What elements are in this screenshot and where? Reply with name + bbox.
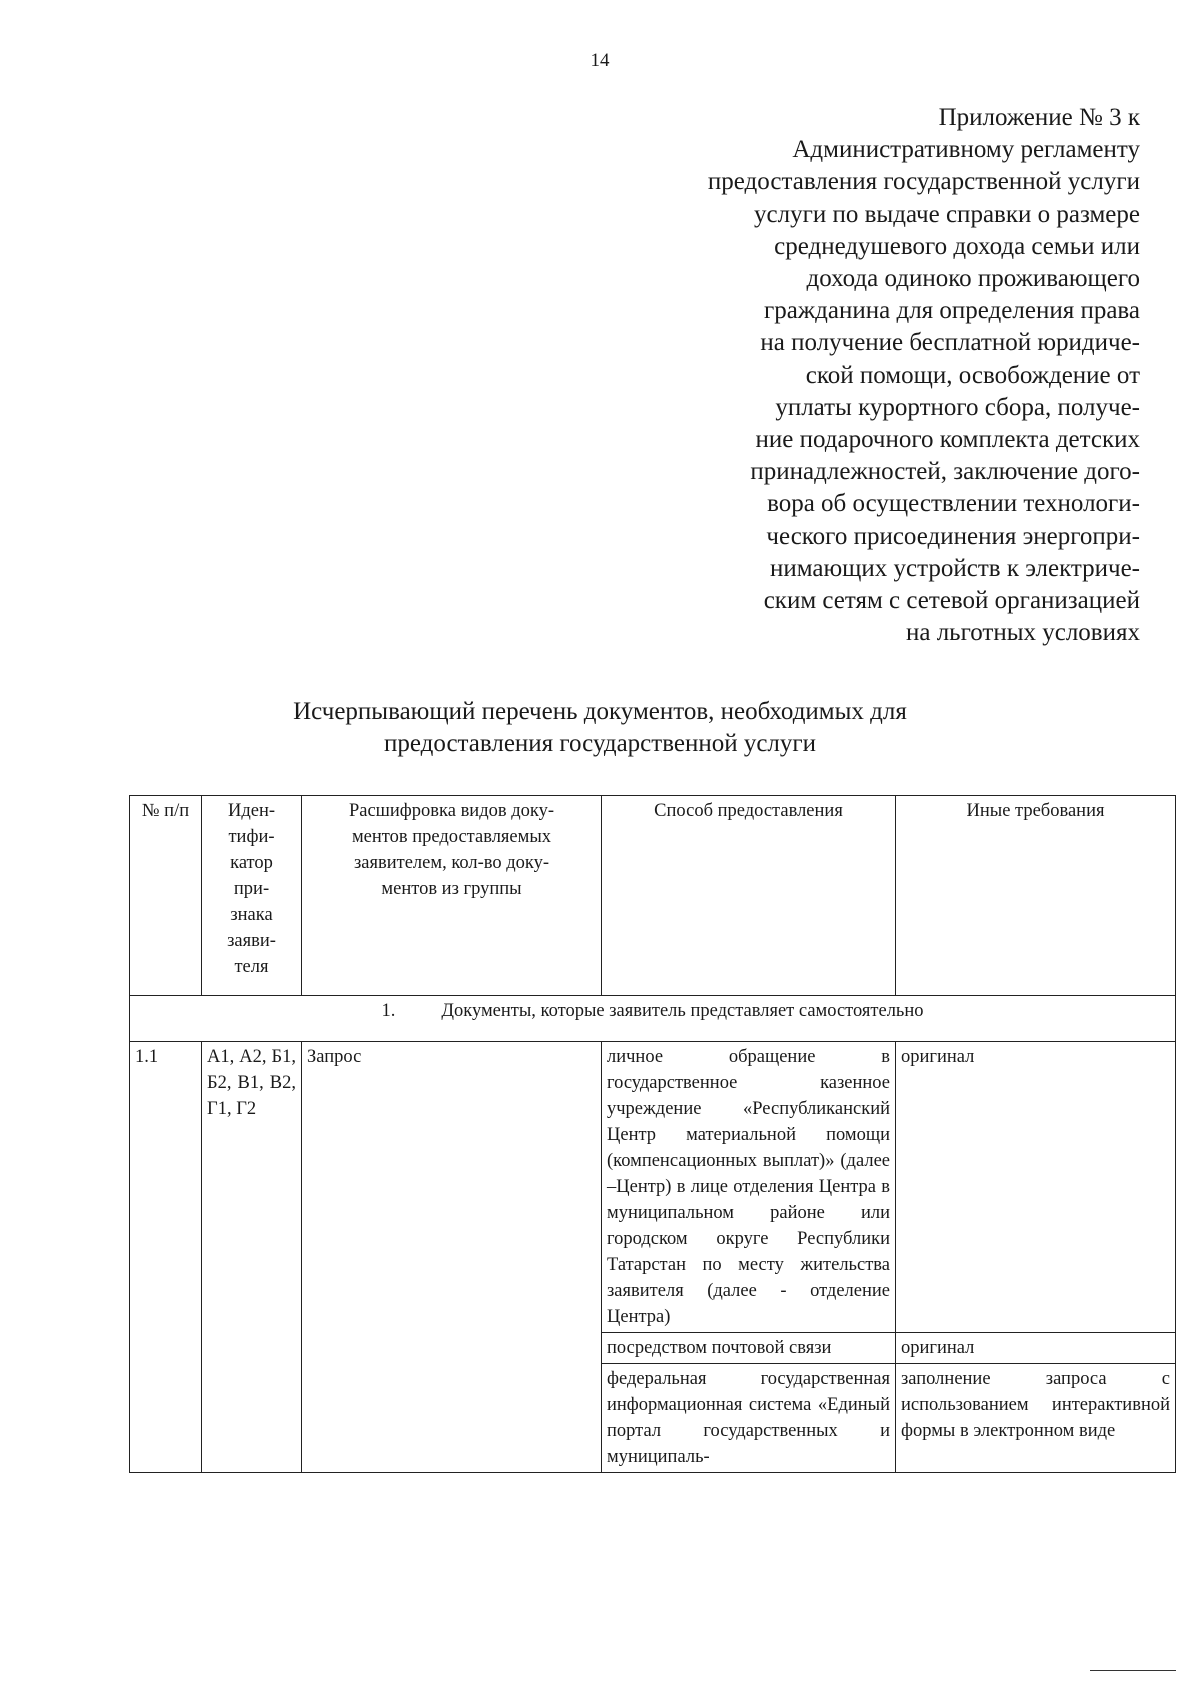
section-number: 1.	[381, 1001, 396, 1021]
title-line-2: предоставления государственной услуги	[383, 730, 817, 757]
header-description: Расшифровка видов доку- ментов предоставляемых заявителем, кол-во доку- ментов из группы	[302, 796, 602, 996]
other-requirements-cell: заполнение запроса с использованием интерактивной формы в электронном виде	[896, 1364, 1176, 1473]
appendix-line: уплаты курортного сбора, получе-	[775, 393, 1140, 421]
appendix-line: Административному регламенту	[792, 136, 1140, 164]
header-number: № п/п	[130, 796, 202, 996]
title-line-1: Исчерпывающий перечень документов, необходимых для	[293, 698, 907, 725]
method-cell: федеральная государственная информационная система «Единый портал государственных и муниципаль-	[602, 1364, 896, 1473]
footer-rule	[1090, 1670, 1176, 1671]
appendix-line: ской помощи, освобождение от	[805, 361, 1140, 389]
row-description: Запрос	[302, 1042, 602, 1473]
header-other-requirements: Иные требования	[896, 796, 1176, 996]
appendix-line: вора об осуществлении технологи-	[767, 490, 1140, 518]
appendix-line: ческого присоединения энергопри-	[766, 522, 1140, 550]
row-number: 1.1	[130, 1042, 202, 1473]
appendix-line: Приложение № 3 к	[938, 104, 1140, 131]
appendix-line: дохода одиноко проживающего	[806, 265, 1140, 293]
appendix-line: нимающих устройств к электриче-	[769, 554, 1140, 582]
method-cell: посредством почтовой связи	[602, 1333, 896, 1364]
appendix-line: гражданина для определения права	[764, 297, 1140, 325]
appendix-block	[580, 102, 1140, 649]
section-label: Документы, которые заявитель представляет самостоятельно	[441, 1001, 924, 1021]
section-cell	[130, 996, 1176, 1042]
appendix-line: услуги по выдаче справки о размере	[754, 200, 1140, 228]
appendix-line: ским сетям с сетевой организацией	[763, 587, 1140, 615]
header-method: Способ предоставления	[602, 796, 896, 996]
appendix-line: на получение бесплатной юридиче-	[760, 329, 1140, 357]
table-row	[130, 1042, 1176, 1333]
method-cell: личное обращение в государственное казенное учреждение «Республиканский Центр материальной помощи (компенсационных выплат)» (далее –Центр) в лице отделения Центра в муниципальном районе или городском округе Республики Татарстан по месту жительства заявителя (далее - отделение Центра)	[602, 1042, 896, 1333]
appendix-line: на льготных условиях	[905, 619, 1140, 647]
row-identifier: А1, А2, Б1, Б2, В1, В2, Г1, Г2	[202, 1042, 302, 1473]
page-number: 14	[590, 50, 610, 71]
other-requirements-cell: оригинал	[896, 1333, 1176, 1364]
appendix-line: предоставления государственной услуги	[707, 168, 1140, 196]
header-identifier: Иден- тифи- катор при- знака заяви- теля	[202, 796, 302, 996]
table-header-row	[130, 796, 1176, 996]
section-row	[130, 996, 1176, 1042]
document-title	[0, 696, 1200, 760]
other-requirements-cell: оригинал	[896, 1042, 1176, 1333]
appendix-line: принадлежностей, заключение дого-	[750, 458, 1140, 486]
appendix-line: среднедушевого дохода семьи или	[774, 232, 1140, 260]
documents-table	[129, 795, 1176, 1473]
appendix-line: ние подарочного комплекта детских	[755, 426, 1140, 454]
